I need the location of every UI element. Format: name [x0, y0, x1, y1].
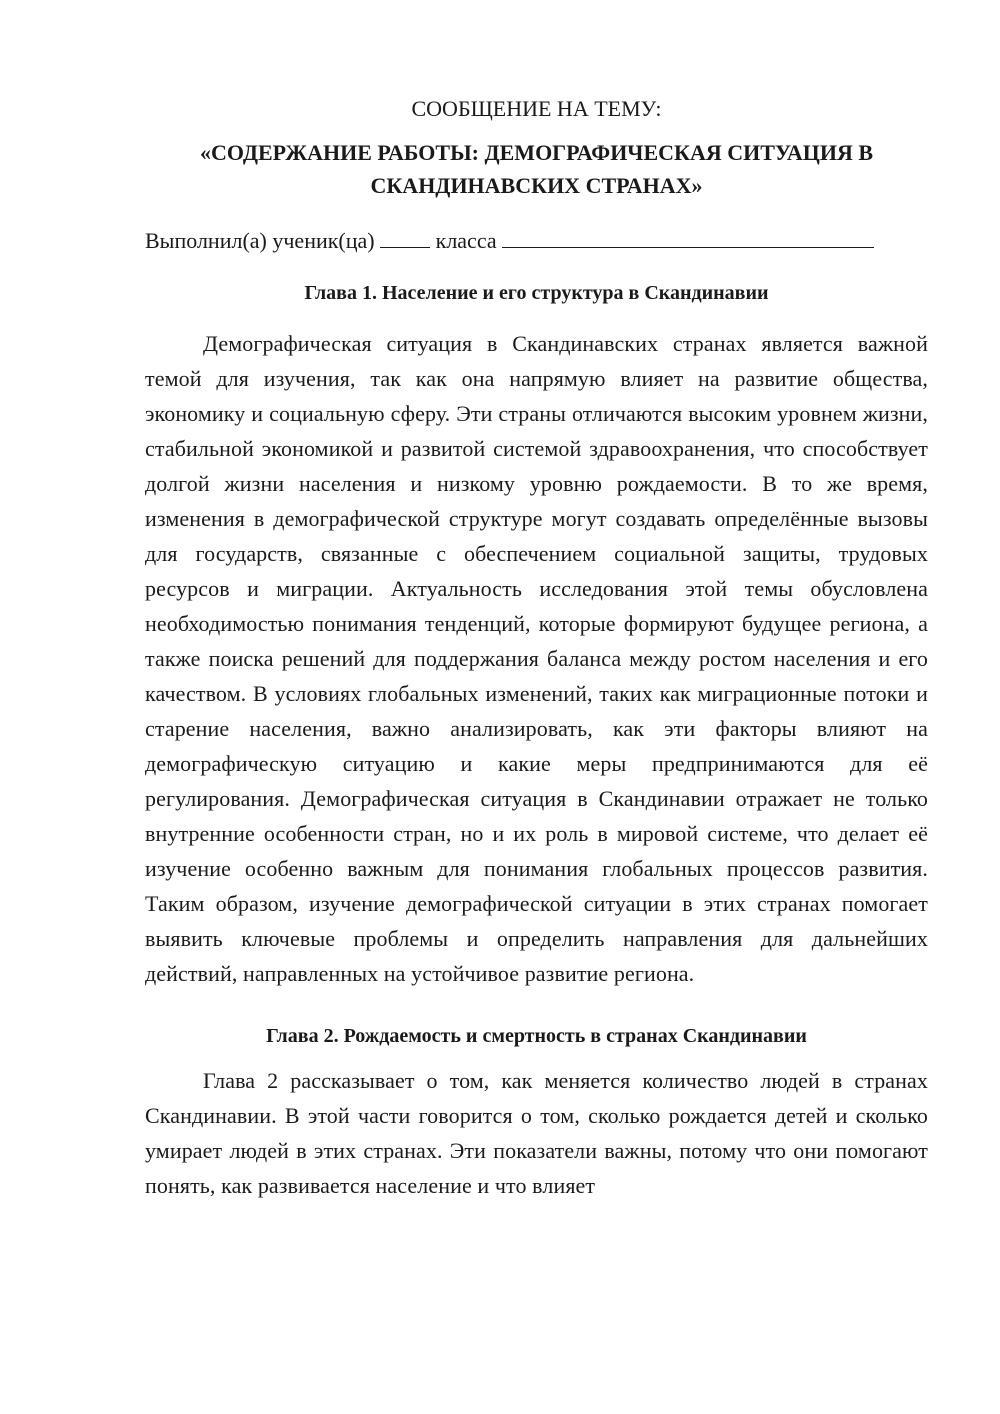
chapter-2-heading: Глава 2. Рождаемость и смертность в странах Скандинавии — [266, 1025, 807, 1047]
author-prefix: Выполнил(а) ученик(ца) — [145, 228, 375, 253]
grade-blank — [380, 225, 430, 248]
document-title: «СОДЕРЖАНИЕ РАБОТЫ: ДЕМОГРАФИЧЕСКАЯ СИТУАЦИЯ В СКАНДИНАВСКИХ СТРАНАХ» — [199, 140, 874, 198]
author-line — [145, 224, 928, 258]
author-middle: класса — [435, 228, 497, 253]
document-page — [145, 92, 928, 1203]
chapter-1-text: Демографическая ситуация в Скандинавских странах является важной темой для изучения, так как она напрямую влияет на развитие общества, экономику и социальную сферу. Эти страны отличаются высоким уровнем жизни, стабильной экономикой и развитой системой здравоохранения, что способствует долгой жизни населения и низкому уровню рождаемости. В то же время, изменения в демографической структуре могут создавать определённые вызовы для государств, связанные с обеспечением социальной защиты, трудовых ресурсов и миграции. Актуальность исследования этой темы обусловлена необходимостью понимания тенденций, которые формируют будущее региона, а также поиска решений для поддержания баланса между ростом населения и его качеством. В условиях глобальных изменений, таких как миграционные потоки и старение населения, важно анализировать, как эти факторы влияют на демографическую ситуацию и какие меры предпринимаются для её регулирования. Демографическая ситуация в Скандинавии отражает не только внутренние особенности стран, но и их роль в мировой системе, что делает её изучение особенно важным для понимания глобальных процессов развития. Таким образом, изучение демографической ситуации в этих странах помогает выявить ключевые проблемы и определить направления для дальнейших действий, направленных на устойчивое развитие региона. — [145, 331, 928, 986]
chapter-1-heading: Глава 1. Население и его структура в Скандинавии — [304, 282, 769, 304]
chapter-2-text: Глава 2 рассказывает о том, как меняется количество людей в странах Скандинавии. В этой части говорится о том, сколько рождается детей и сколько умирает людей в этих странах. Эти показатели важны, потому что они помогают понять, как развивается население и что влияет — [145, 1068, 928, 1198]
document-header: СООБЩЕНИЕ НА ТЕМУ: — [411, 96, 662, 121]
name-blank — [502, 225, 874, 248]
